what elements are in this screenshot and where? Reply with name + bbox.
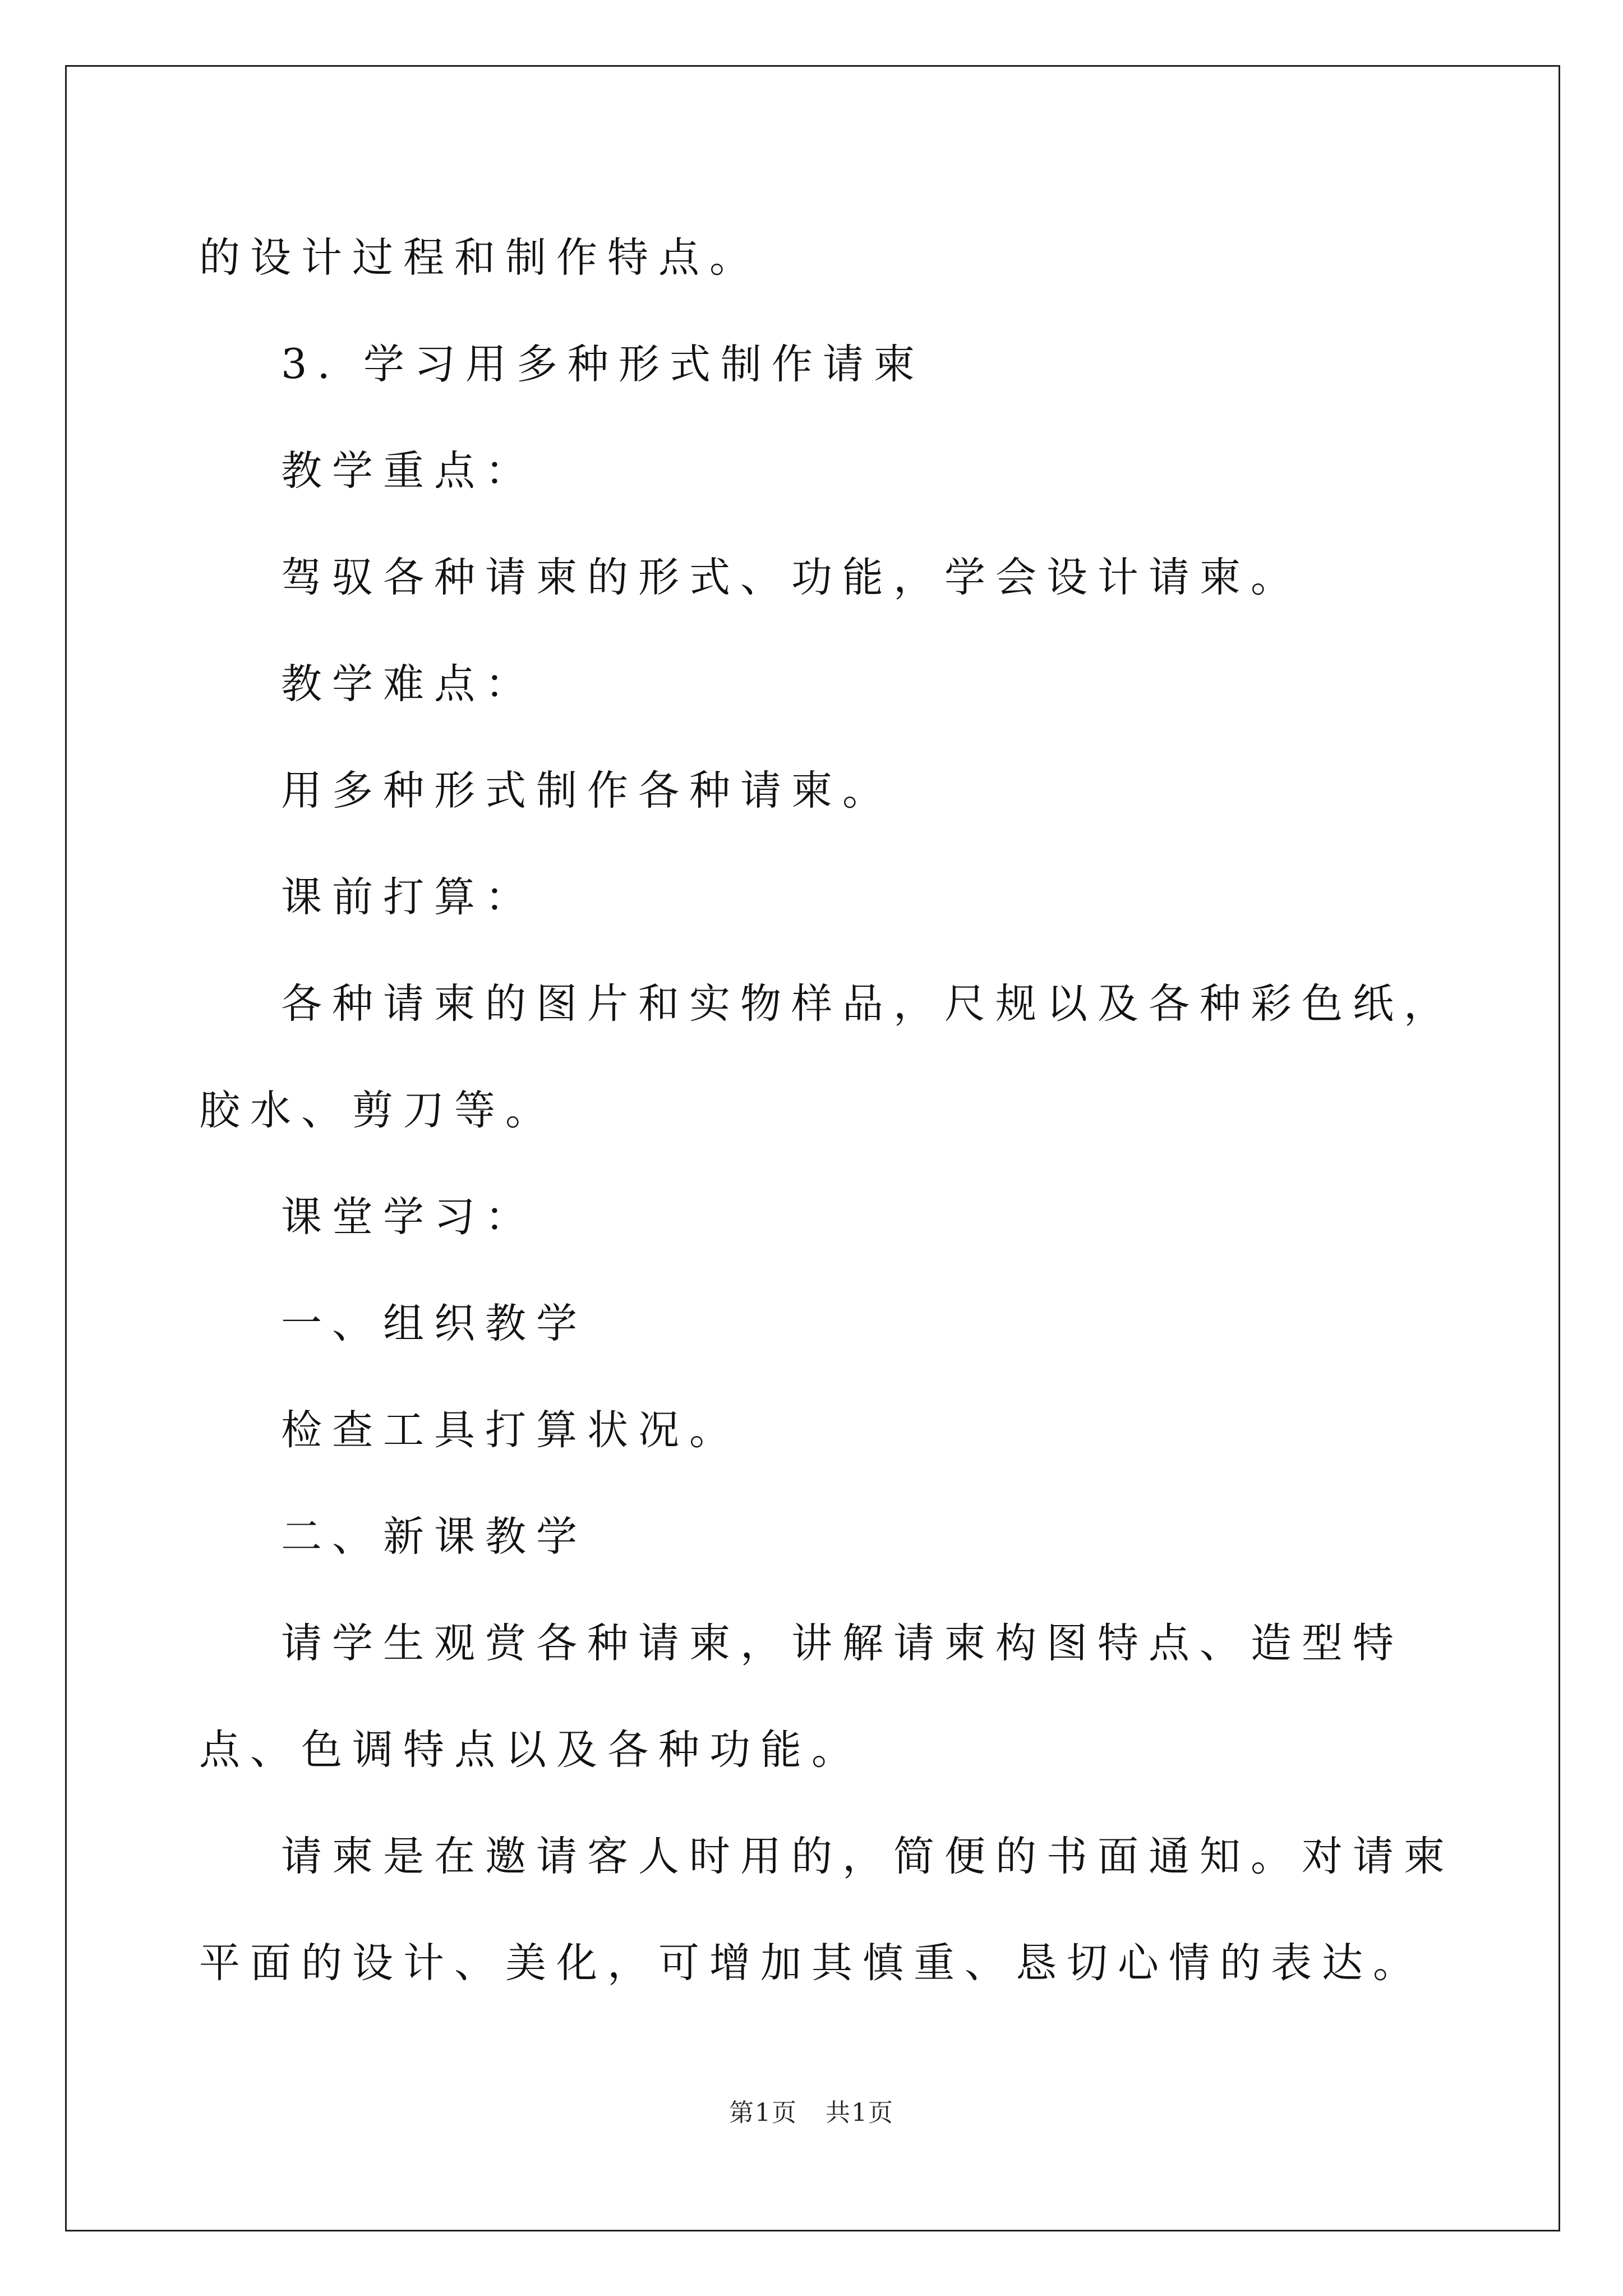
paragraph: 检查工具打算状况。 [281,1406,740,1454]
paragraph: 请柬是在邀请客人时用的，简便的书面通知。对请柬平面的设计、美化，可增加其慎重、恳切心情的表达。 [199,1833,1455,1987]
paragraph-heading: 课前打算： [281,873,536,921]
paragraph: 的设计过程和制作特点。 [199,234,760,282]
page-number: 第1页 [729,2099,797,2127]
paragraph-heading: 教学重点： [281,447,536,495]
paragraph-heading: 课堂学习： [281,1193,536,1241]
document-body [199,205,1472,2017]
paragraph: 用多种形式制作各种请柬。 [281,767,893,815]
page-total: 共1页 [826,2099,894,2127]
paragraph: 请学生观赏各种请柬，讲解请柬构图特点、造型特点、色调特点以及各种功能。 [199,1619,1404,1774]
section-heading: 二、新课教学 [281,1513,587,1561]
paragraph: 各种请柬的图片和实物样品，尺规以及各种彩色纸，胶水、剪刀等。 [199,980,1455,1134]
paragraph: 3. 学习用多种形式制作请柬 [281,341,925,388]
section-heading: 一、组织教学 [281,1300,587,1347]
page-footer [0,2092,1623,2128]
paragraph-heading: 教学难点： [281,660,536,708]
paragraph: 驾驭各种请柬的形式、功能，学会设计请柬。 [281,554,1302,601]
